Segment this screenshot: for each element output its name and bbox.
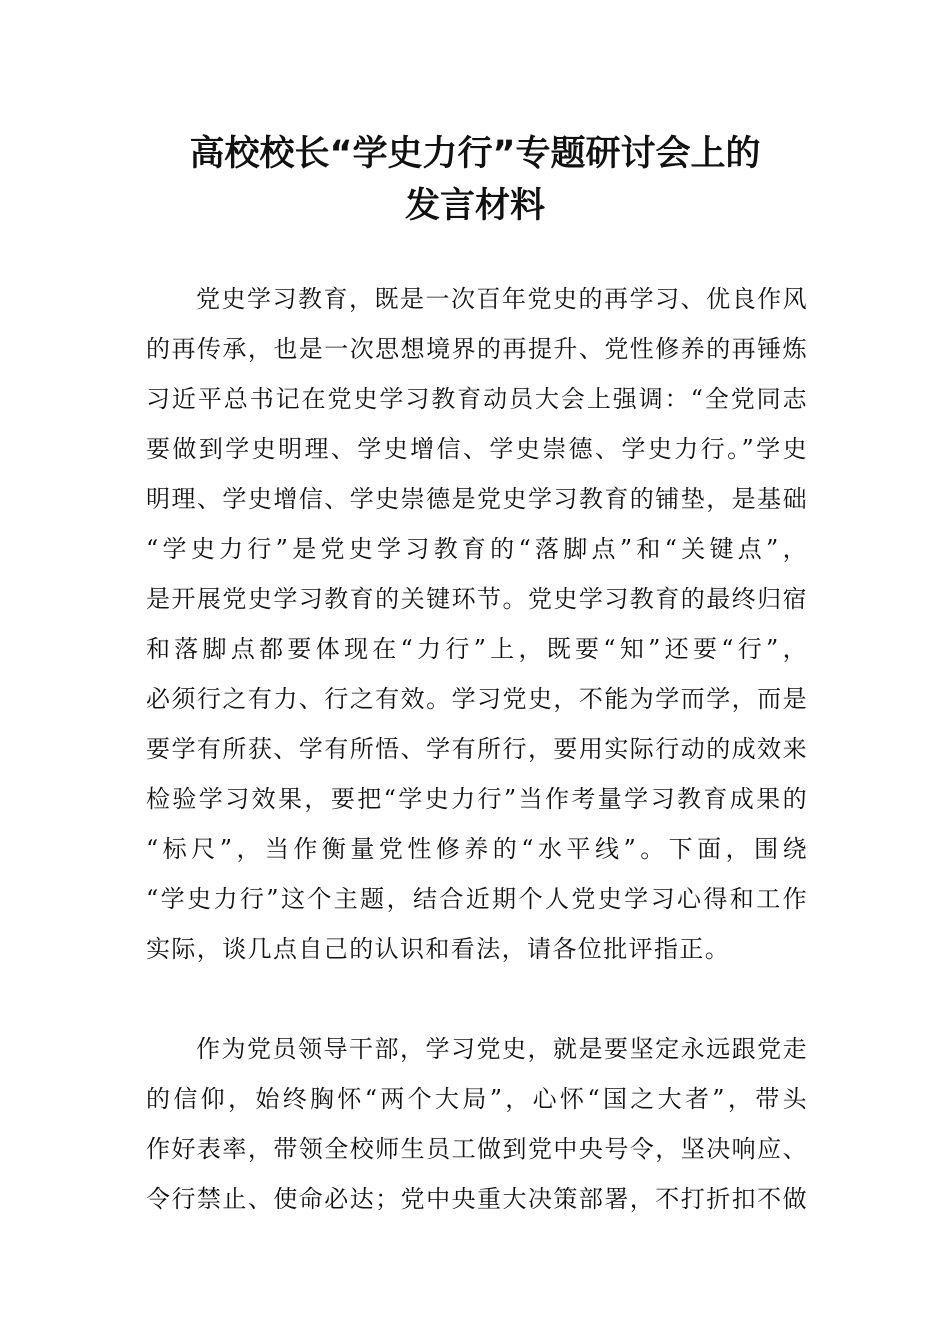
- paragraph-line: 习近平总书记在党史学习教育动员大会上强调：“全党同志: [146, 385, 808, 413]
- paragraph-line: 检验学习效果，要把“学史力行”当作考量学习教育成果的: [146, 785, 808, 813]
- paragraph-line: 的再传承，也是一次思想境界的再提升、党性修养的再锤炼: [146, 335, 808, 363]
- paragraph-2: [146, 1024, 808, 1224]
- paragraph-line: 党史学习教育，既是一次百年党史的再学习、优良作风: [196, 285, 808, 313]
- paragraph-line: 的信仰，始终胸怀“两个大局”，心怀“国之大者”，带头: [146, 1085, 808, 1113]
- paragraph-line: 作好表率，带领全校师生员工做到党中央号令，坚决响应、: [146, 1135, 808, 1163]
- document-title-line-2: 发言材料: [404, 186, 545, 226]
- paragraph-line: 是开展党史学习教育的关键环节。党史学习教育的最终归宿: [146, 585, 808, 613]
- paragraph-line: 实际，谈几点自己的认识和看法，请各位批评指正。: [146, 935, 731, 963]
- paragraph-line: 令行禁止、使命必达；党中央重大决策部署，不打折扣不做: [146, 1185, 808, 1213]
- paragraph-line: 要学有所获、学有所悟、学有所行，要用实际行动的成效来: [146, 735, 808, 763]
- paragraph-line: “学史力行”这个主题，结合近期个人党史学习心得和工作: [146, 885, 808, 913]
- paragraph-line: 明理、学史增信、学史崇德是党史学习教育的铺垫，是基础: [146, 485, 808, 513]
- paragraph-1: [146, 274, 808, 974]
- paragraph-line: 必须行之有力、行之有效。学习党史，不能为学而学，而是: [146, 685, 808, 713]
- document-title-line-1: 高校校长“学史力行”专题研讨会上的: [189, 134, 761, 174]
- paragraph-line: “标尺”，当作衡量党性修养的“水平线”。下面，围绕: [146, 835, 808, 863]
- paragraph-line: “学史力行”是党史学习教育的“落脚点”和“关键点”，: [146, 535, 808, 563]
- paragraph-line: 和落脚点都要体现在“力行”上，既要“知”还要“行”，: [146, 635, 808, 663]
- paragraph-line: 作为党员领导干部，学习党史，就是要坚定永远跟党走: [196, 1035, 808, 1063]
- paragraph-line: 要做到学史明理、学史增信、学史崇德、学史力行。”学史: [146, 435, 808, 463]
